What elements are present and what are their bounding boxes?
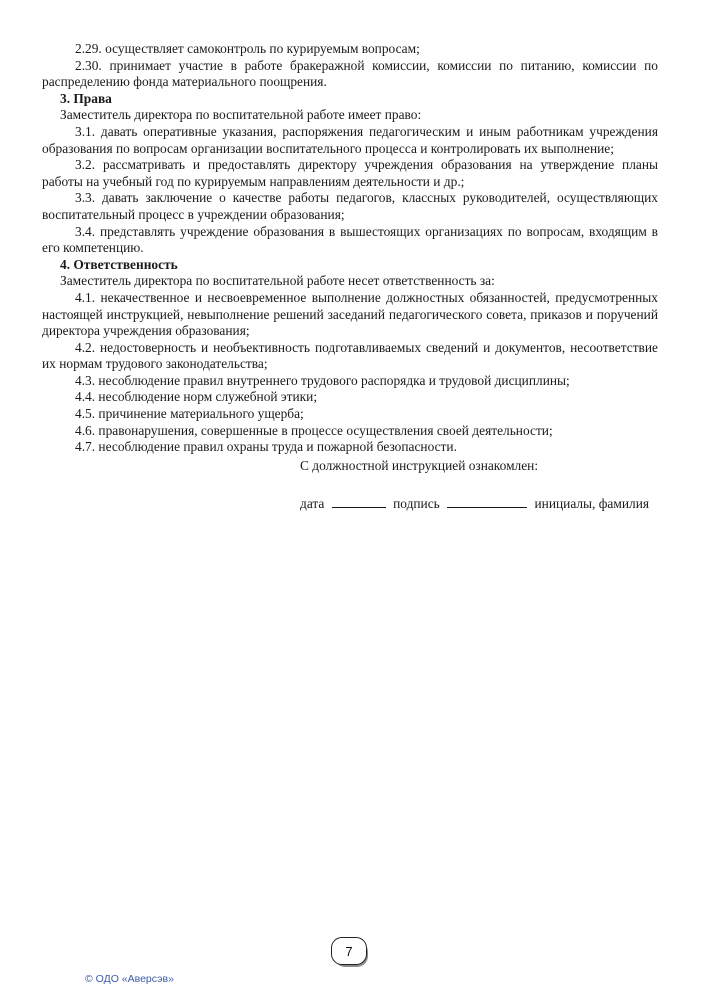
paragraph-3-1: 3.1. давать оперативные указания, распоряжения педагогическим и иным работникам учреждения образования по вопросам организации воспитательного процесса и контролировать их выполнение; — [42, 123, 658, 156]
signature-title: С должностной инструкцией ознакомлен: — [300, 458, 539, 473]
paragraph-4-4: 4.4. несоблюдение норм служебной этики; — [75, 389, 318, 405]
paragraph-responsibility-intro: Заместитель директора по воспитательной работе несет ответственность за: — [60, 273, 495, 289]
document-body — [42, 41, 658, 456]
page-number: 7 — [331, 937, 367, 965]
signature-fields — [300, 495, 660, 513]
date-blank-line — [332, 495, 386, 508]
copyright-notice: © ОДО «Аверсэв» — [85, 973, 174, 985]
date-label: дата — [300, 495, 325, 511]
paragraph-4-7: 4.7. несоблюдение правил охраны труда и пожарной безопасности. — [75, 439, 457, 455]
paragraph-4-5: 4.5. причинение материального ущерба; — [75, 406, 304, 422]
paragraph-3-4: 3.4. представлять учреждение образования в вышестоящих организациях по вопросам, входящим в его компетенцию. — [42, 223, 658, 256]
section-heading-rights: 3. Права — [60, 90, 112, 106]
signature-blank-line — [447, 495, 527, 508]
paragraph-4-3: 4.3. несоблюдение правил внутреннего трудового распорядка и трудовой дисциплины; — [75, 372, 570, 388]
section-heading-responsibility: 4. Ответственность — [60, 256, 178, 272]
signature-block — [300, 458, 660, 512]
paragraph-3-3: 3.3. давать заключение о качестве работы педагогов, классных руководителей, осуществляющих воспитательный процесс в учреждении образования; — [42, 190, 658, 222]
name-label: инициалы, фамилия — [534, 495, 650, 511]
paragraph-2-30: 2.30. принимает участие в работе бракеражной комиссии, комиссии по питанию, комиссии по распределению фонда материального поощрения. — [42, 57, 658, 90]
paragraph-rights-intro: Заместитель директора по воспитательной работе имеет право: — [60, 107, 422, 123]
signature-label: подпись — [393, 495, 440, 511]
paragraph-4-6: 4.6. правонарушения, совершенные в процессе осуществления своей деятельности; — [75, 422, 553, 438]
paragraph-4-2: 4.2. недостоверность и необъективность подготавливаемых сведений и документов, несоответствие их нормам трудового законодательства; — [42, 339, 658, 372]
paragraph-3-2: 3.2. рассматривать и предоставлять директору учреждения образования на утверждение планы работы на учебный год по курируемым направлениям деятельности и др.; — [42, 157, 658, 189]
paragraph-2-29: 2.29. осуществляет самоконтроль по курируемым вопросам; — [75, 41, 420, 56]
paragraph-4-1: 4.1. некачественное и несвоевременное выполнение должностных обязанностей, предусмотренных настоящей инструкцией, невыполнение решений заседаний педагогического совета, приказов и поручений директора учреждения образования; — [42, 289, 658, 339]
